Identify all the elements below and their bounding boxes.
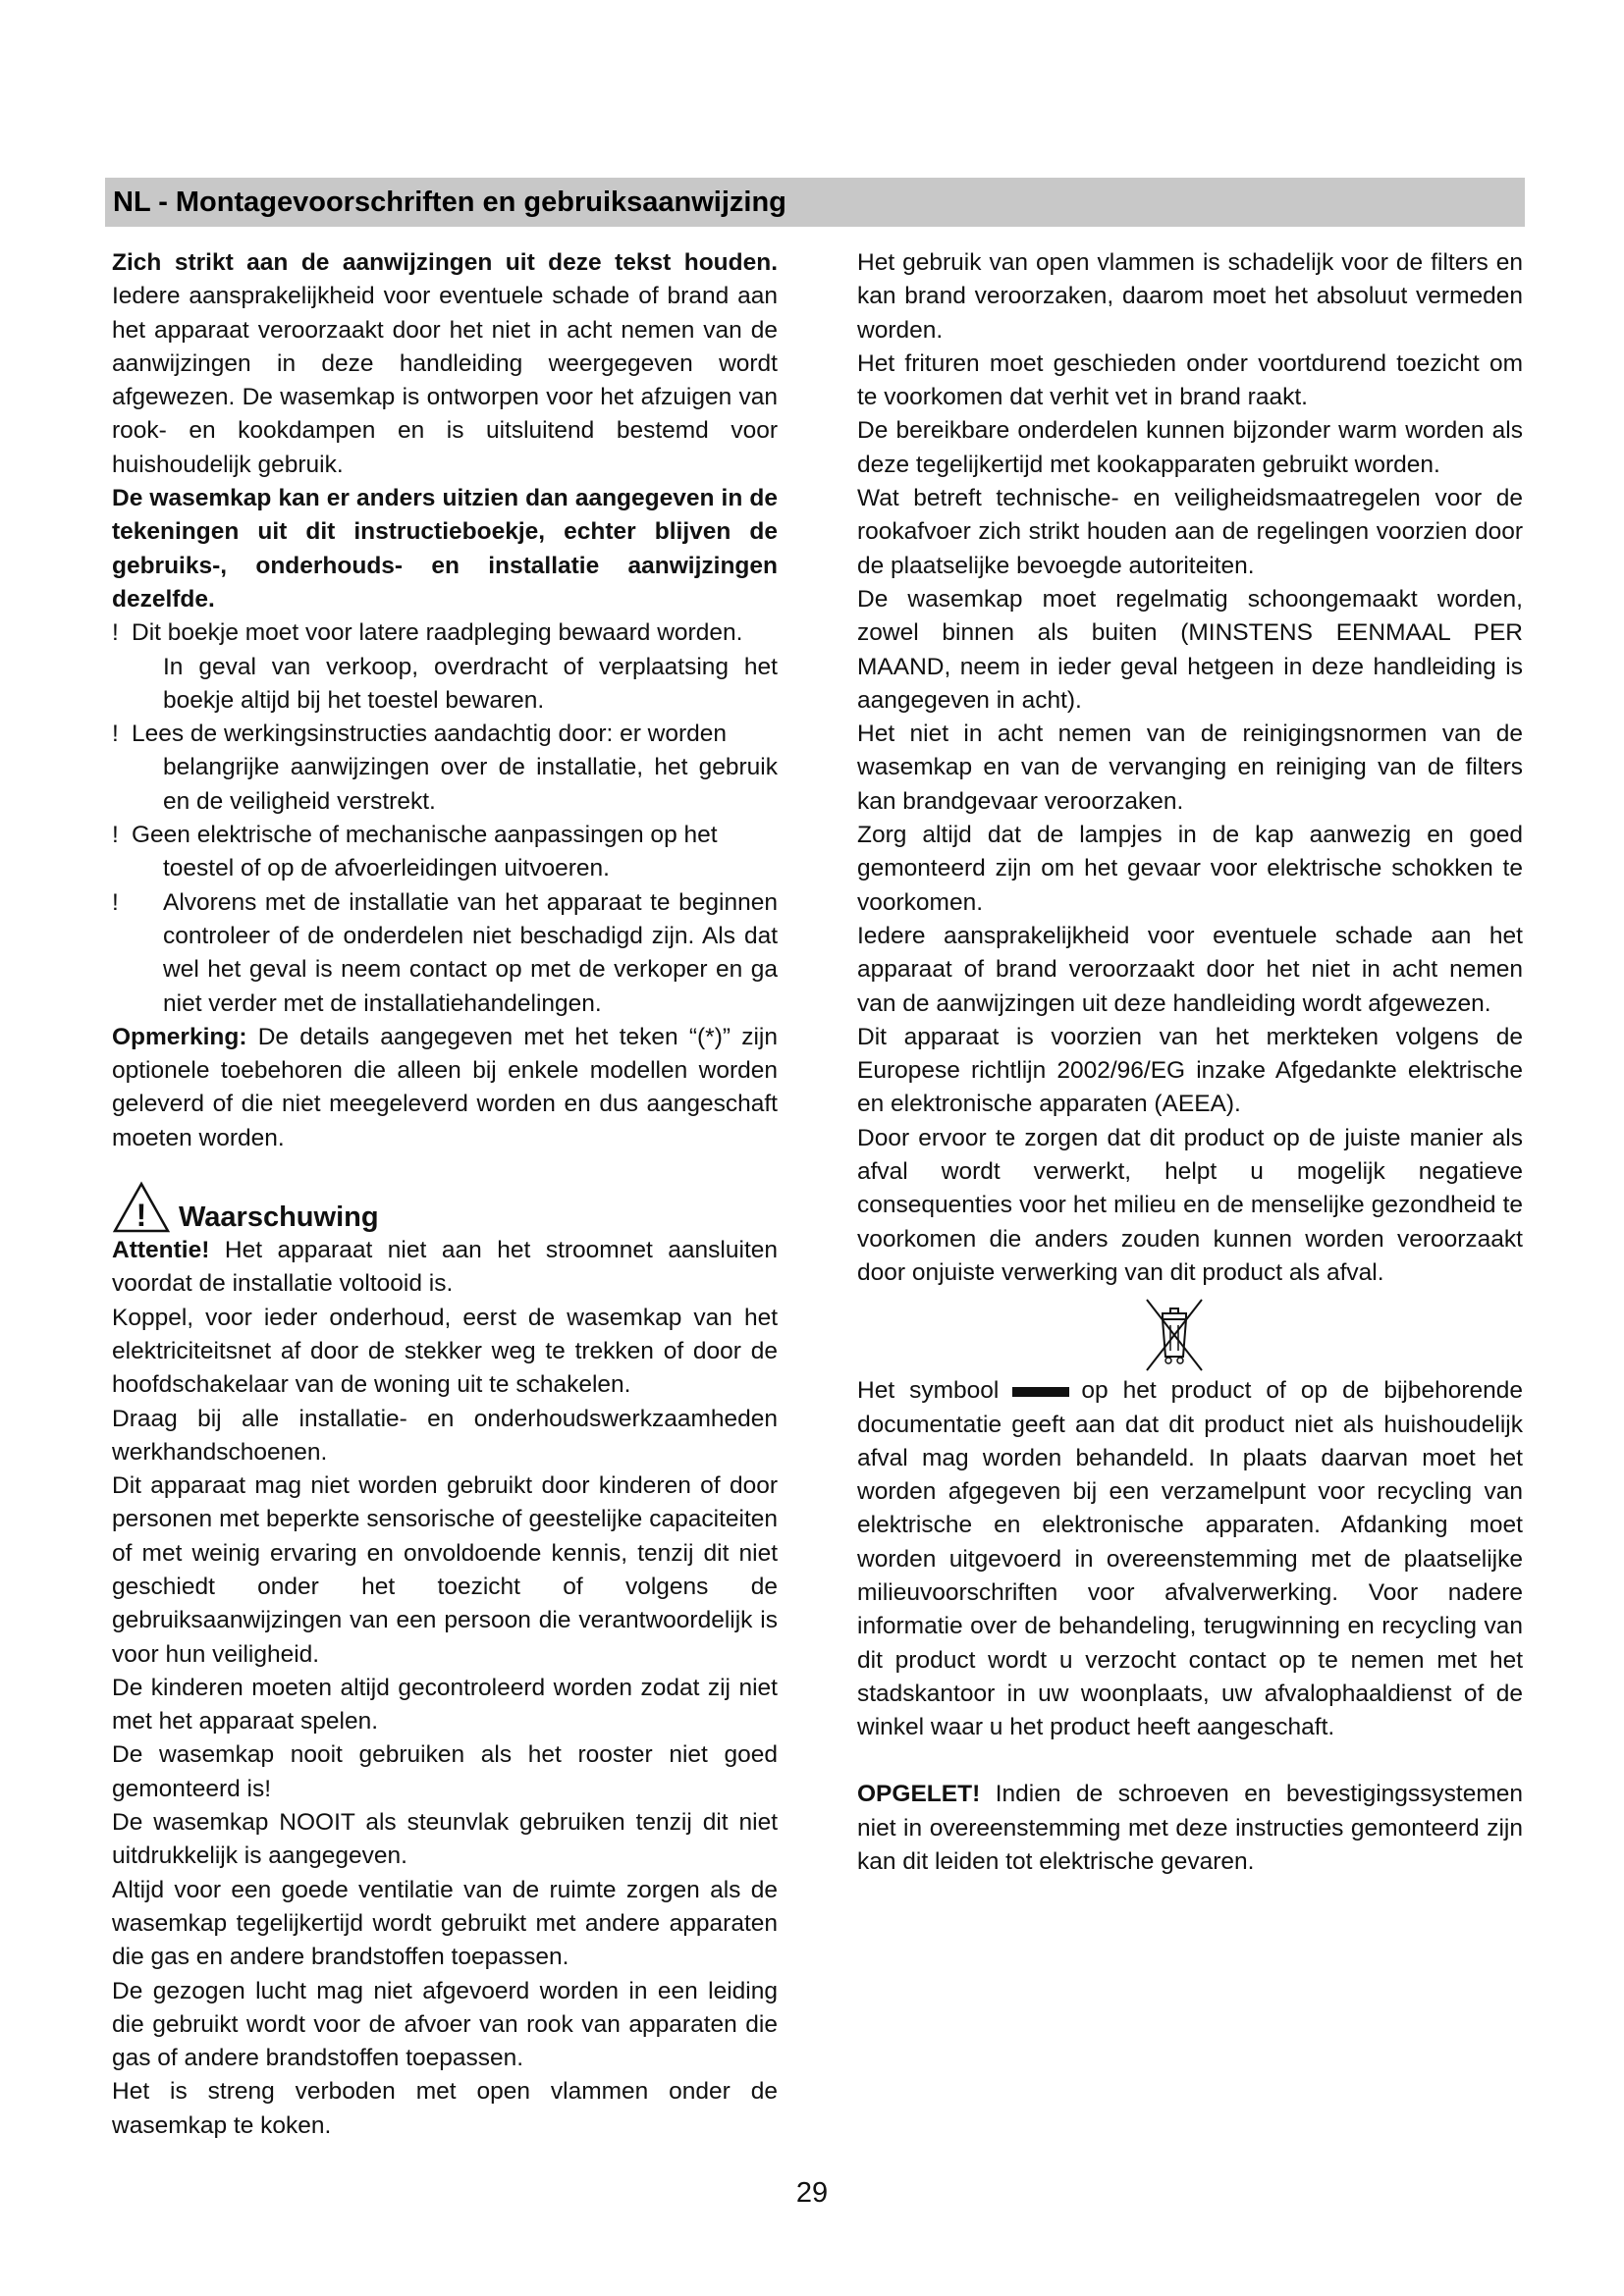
symbol-text-before: Het symbool — [857, 1377, 1000, 1405]
bullet-continuation: belangrijke aanwijzingen over de installatie, het gebruik en de veiligheid verstrekt. — [163, 754, 778, 815]
intro-bold: Zich strikt aan de aanwijzingen uit deze tekst houden. — [112, 249, 778, 276]
warning-heading — [112, 1177, 778, 1234]
attention-paragraph — [112, 1234, 778, 1302]
safety-paragraph: De bereikbare onderdelen kunnen bijzonder warm worden als deze tegelijkertijd met kookapparaten gebruikt worden. — [857, 417, 1523, 478]
svg-text:!: ! — [135, 1198, 147, 1234]
caution-paragraph — [857, 1778, 1523, 1879]
bullet-mark: ! — [112, 619, 119, 647]
symbol-text-after: op het product of op de bijbehorende documentatie geeft aan dat dit product niet als huishoudelijk afval mag worden behandeld. In plaats daarvan moet het worden afgegeven bij een verzamelpunt voor recycling van elektrische en elektronische apparaten. Afdanking moet worden uitgevoerd in overeenstemming met de plaatselijke milieuvoorschriften voor afvalverwerking. Voor nadere informatie over de behandeling, terugwinning en recycling van dit product wordt u verzocht contact op te nemen met het stadskantoor in uw woonplaats, uw afvalophaaldienst of de winkel waar u het product heeft aangeschaft. — [857, 1377, 1523, 1741]
page-number: 29 — [795, 2177, 829, 2209]
warning-paragraph: Dit apparaat mag niet worden gebruikt door kinderen of door personen met beperkte sensorische of geestelijke capaciteiten of met weinig ervaring en onvoldoende kennis, tenzij dit niet geschiedt onder het toezicht of volgens de gebruiksaanwijzingen van een persoon die verantwoordelijk is voor hun veiligheid. — [112, 1472, 778, 1668]
safety-paragraph: Dit apparaat is voorzien van het merkteken volgens de Europese richtlijn 2002/96/EG inzake Afgedankte elektrische en elektronische apparaten (AEEA). — [857, 1023, 1523, 1118]
warning-paragraph: De wasemkap NOOIT als steunvlak gebruiken tenzij dit niet uitdrukkelijk is aangegeven. — [112, 1809, 778, 1870]
section-title: NL - Montagevoorschriften en gebruiksaanwijzing — [113, 187, 786, 218]
section-header — [105, 178, 1525, 227]
design-note: De wasemkap kan er anders uitzien dan aangegeven in de tekeningen uit dit instructieboekje, echter blijven de gebruiks-, onderhouds- en installatie aanwijzingen dezelfde. — [112, 485, 778, 613]
bullet-first-line: Dit boekje moet voor latere raadpleging bewaard worden. — [132, 619, 743, 647]
bullet-item — [112, 616, 778, 718]
warning-paragraph: Draag bij alle installatie- en onderhoudswerkzaamheden werkhandschoenen. — [112, 1405, 778, 1466]
bullet-continuation: Alvorens met de installatie van het apparaat te beginnen controleer of de onderdelen niet beschadigd zijn. Als dat wel het geval is neem contact op met de verkoper en ga niet verder met de installatiehandelingen. — [163, 888, 778, 1017]
warning-paragraph: De wasemkap nooit gebruiken als het rooster niet goed gemonteerd is! — [112, 1741, 778, 1802]
safety-paragraph: Wat betreft technische- en veiligheidsmaatregelen voor de rookafvoer zich strikt houden aan de regelingen voorzien door de plaatselijke bevoegde autoriteiten. — [857, 485, 1523, 579]
bullet-first-line: Geen elektrische of mechanische aanpassingen op het — [132, 822, 718, 849]
warning-triangle-icon — [112, 1181, 171, 1234]
bullet-first-line: Lees de werkingsinstructies aandachtig door: er worden — [132, 721, 728, 748]
symbol-bar-icon — [1012, 1387, 1069, 1397]
attention-label: Attentie! — [112, 1237, 210, 1264]
bullet-mark: ! — [112, 822, 119, 849]
safety-paragraph: De wasemkap moet regelmatig schoongemaakt worden, zowel binnen als buiten (MINSTENS EENMAAL PER MAAND, neem in ieder geval hetgeen in deze handleiding is aangegeven in acht). — [857, 585, 1523, 714]
weee-symbol — [857, 1296, 1523, 1374]
safety-paragraph: Iedere aansprakelijkheid voor eventuele schade aan het apparaat of brand veroorzaakt door het niet in acht nemen van de aanwijzingen uit deze handleiding wordt afgewezen. — [857, 922, 1523, 1017]
spacer — [857, 1744, 1523, 1778]
safety-paragraph: Het gebruik van open vlammen is schadelijk voor de filters en kan brand veroorzaken, daarom moet het absoluut vermeden worden. — [857, 249, 1523, 344]
bullet-item — [112, 886, 778, 1021]
bullet-continuation: toestel of op de afvoerleidingen uitvoeren. — [163, 855, 610, 882]
bullet-continuation: In geval van verkoop, overdracht of verplaatsing het boekje altijd bij het toestel bewaren. — [163, 653, 778, 714]
bullet-item — [112, 718, 778, 819]
left-column — [112, 246, 778, 2143]
symbol-paragraph — [857, 1374, 1523, 1744]
safety-paragraph: Het frituren moet geschieden onder voortdurend toezicht om te voorkomen dat verhit vet in brand raakt. — [857, 349, 1523, 411]
warning-paragraph: Koppel, voor ieder onderhoud, eerst de wasemkap van het elektriciteitsnet af door de stekker weg te trekken of door de hoofdschakelaar van de woning uit te schakelen. — [112, 1304, 778, 1399]
caution-text: Indien de schroeven en bevestigingssystemen niet in overeenstemming met deze instructies gemonteerd zijn kan dit leiden tot elektrische gevaren. — [857, 1781, 1523, 1876]
crossed-out-bin-icon — [1145, 1296, 1204, 1374]
warning-paragraph: De kinderen moeten altijd gecontroleerd worden zodat zij niet met het apparaat spelen. — [112, 1674, 778, 1735]
warning-paragraph: Het is streng verboden met open vlammen onder de wasemkap te koken. — [112, 2078, 778, 2139]
note-text: De details aangegeven met het teken “(*)” zijn optionele toebehoren die alleen bij enkele modellen worden geleverd of die niet meegeleverd worden en dus aangeschaft moeten worden. — [112, 1023, 778, 1151]
safety-paragraph: Het niet in acht nemen van de reinigingsnormen van de wasemkap en van de vervanging en reiniging van de filters kan brandgevaar veroorzaken. — [857, 721, 1523, 815]
intro-text: Iedere aansprakelijkheid voor eventuele schade of brand aan het apparaat veroorzaakt door het niet in acht nemen van de aanwijzingen in deze handleiding weergegeven wordt afgewezen. De wasemkap is ontworpen voor het afzuigen van rook- en kookdampen en is uitsluitend bestemd voor huishoudelijk gebruik. — [112, 283, 778, 478]
bullet-mark: ! — [112, 721, 119, 748]
bullet-item — [112, 819, 778, 886]
right-column — [857, 246, 1523, 1879]
safety-paragraph: Door ervoor te zorgen dat dit product op de juiste manier als afval wordt verwerkt, helpt u mogelijk negatieve consequenties voor het milieu en de menselijke gezondheid te voorkomen die anders zouden kunnen worden veroorzaakt door onjuiste verwerking van dit product als afval. — [857, 1124, 1523, 1286]
caution-label: OPGELET! — [857, 1781, 981, 1808]
bullet-mark: ! — [112, 888, 119, 916]
warning-title: Waarschuwing — [179, 1201, 379, 1234]
note-label: Opmerking: — [112, 1023, 247, 1050]
attention-text: Het apparaat niet aan het stroomnet aansluiten voordat de installatie voltooid is. — [112, 1237, 778, 1298]
warning-paragraph: Altijd voor een goede ventilatie van de ruimte zorgen als de wasemkap tegelijkertijd wordt gebruikt met andere apparaten die gas en andere brandstoffen toepassen. — [112, 1876, 778, 1971]
safety-paragraph: Zorg altijd dat de lampjes in de kap aanwezig en goed gemonteerd zijn om het gevaar voor elektrische schokken te voorkomen. — [857, 822, 1523, 916]
intro-paragraph — [112, 246, 778, 482]
warning-paragraph: De gezogen lucht mag niet afgevoerd worden in een leiding die gebruikt wordt voor de afvoer van rook van apparaten die gas of andere brandstoffen toepassen. — [112, 1977, 778, 2072]
note-paragraph — [112, 1021, 778, 1155]
